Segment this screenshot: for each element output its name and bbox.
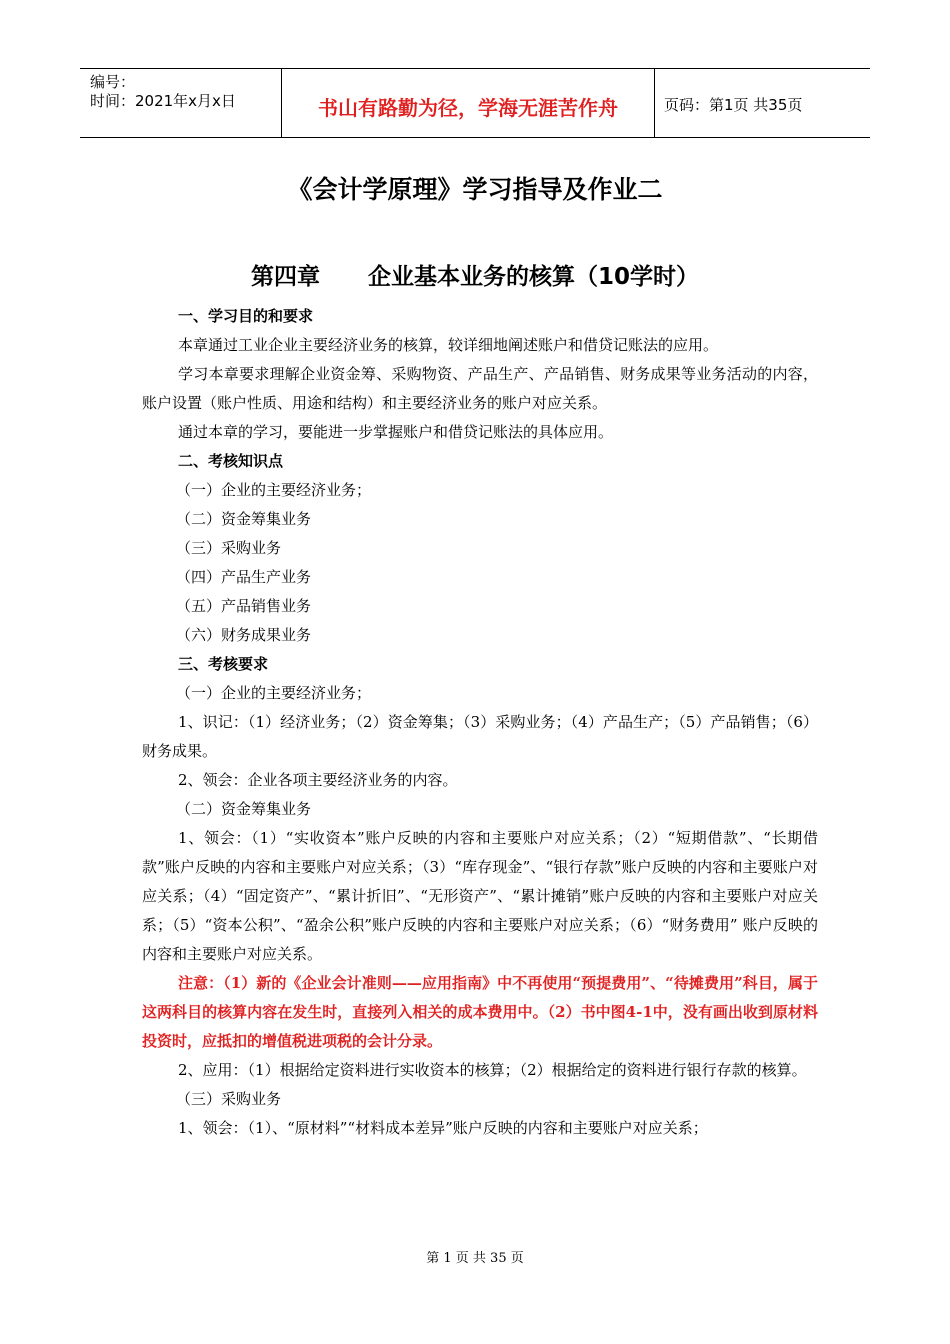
- paragraph: 2、应用：（1）根据给定资料进行实收资本的核算；（2）根据给定的资料进行银行存款的核算。: [178, 1061, 807, 1079]
- section-heading: 三、考核要求: [178, 655, 269, 673]
- paragraph: 1、识记：（1）经济业务；（2）资金筹集；（3）采购业务；（4）产品生产；（5）产品销售；（6）财务成果。: [142, 713, 818, 760]
- header-divider: [654, 69, 655, 137]
- list-item: （五）产品销售业务: [176, 597, 312, 615]
- paragraph: 1、领会：（1）、“原材料”“材料成本差异”账户反映的内容和主要账户对应关系；: [178, 1119, 708, 1137]
- subsection-heading: （一）企业的主要经济业务；: [176, 684, 372, 702]
- paragraph: 1、领会：（1）“实收资本”账户反映的内容和主要账户对应关系；（2）“短期借款”、“长期借款”账户反映的内容和主要账户对应关系；（3）“库存现金”、“银行存款”账户反映的内容和主要账户对应关系；（4）“固定资产”、“累计折旧”、“无形资产”、“累计摊销”账户反映的内容和主要账户对应关系；（5）“资本公积”、“盈余公积”账户反映的内容和主要账户对应关系；（6）“财务费用” 账户反映的内容和主要账户对应关系。: [142, 829, 818, 963]
- header-left-cell: [90, 73, 236, 111]
- subsection-heading: （二）资金筹集业务: [176, 800, 312, 818]
- document-body: [142, 302, 818, 1143]
- doc-number: 编号：: [90, 73, 136, 91]
- header-motto: 书山有路勤为径，学海无涯苦作舟: [318, 96, 618, 120]
- doc-date: 时间：2021年x月x日: [90, 92, 236, 110]
- list-item: （三）采购业务: [176, 539, 282, 557]
- section-heading: 二、考核知识点: [178, 452, 284, 470]
- paragraph: 通过本章的学习，要能进一步掌握账户和借贷记账法的具体应用。: [178, 423, 614, 441]
- list-item: （四）产品生产业务: [176, 568, 312, 586]
- note-paragraph: 注意：（1）新的《企业会计准则——应用指南》中不再使用“预提费用”、“待摊费用”科目，属于这两科目的核算内容在发生时，直接列入相关的成本费用中。（2）书中图4-1中，没有画出收到原材料投资时，应抵扣的增值税进项税的会计分录。: [142, 974, 818, 1050]
- list-item: （六）财务成果业务: [176, 626, 312, 644]
- header-page-info: 页码：第1页 共35页: [664, 96, 803, 114]
- chapter-title: 第四章 企业基本业务的核算（10学时）: [250, 264, 700, 290]
- subsection-heading: （三）采购业务: [176, 1090, 282, 1108]
- paragraph: 学习本章要求理解企业资金筹、采购物资、产品生产、产品销售、财务成果等业务活动的内容，账户设置（账户性质、用途和结构）和主要经济业务的账户对应关系。: [142, 365, 818, 412]
- paragraph: 本章通过工业企业主要经济业务的核算，较详细地阐述账户和借贷记账法的应用。: [178, 336, 719, 354]
- list-item: （二）资金筹集业务: [176, 510, 312, 528]
- page-footer: 第 1 页 共 35 页: [426, 1251, 524, 1266]
- list-item: （一）企业的主要经济业务；: [176, 481, 372, 499]
- paragraph: 2、领会：企业各项主要经济业务的内容。: [178, 771, 458, 789]
- page-header: [80, 68, 870, 138]
- document-title: 《会计学原理》学习指导及作业二: [287, 175, 663, 204]
- section-heading: 一、学习目的和要求: [178, 307, 314, 325]
